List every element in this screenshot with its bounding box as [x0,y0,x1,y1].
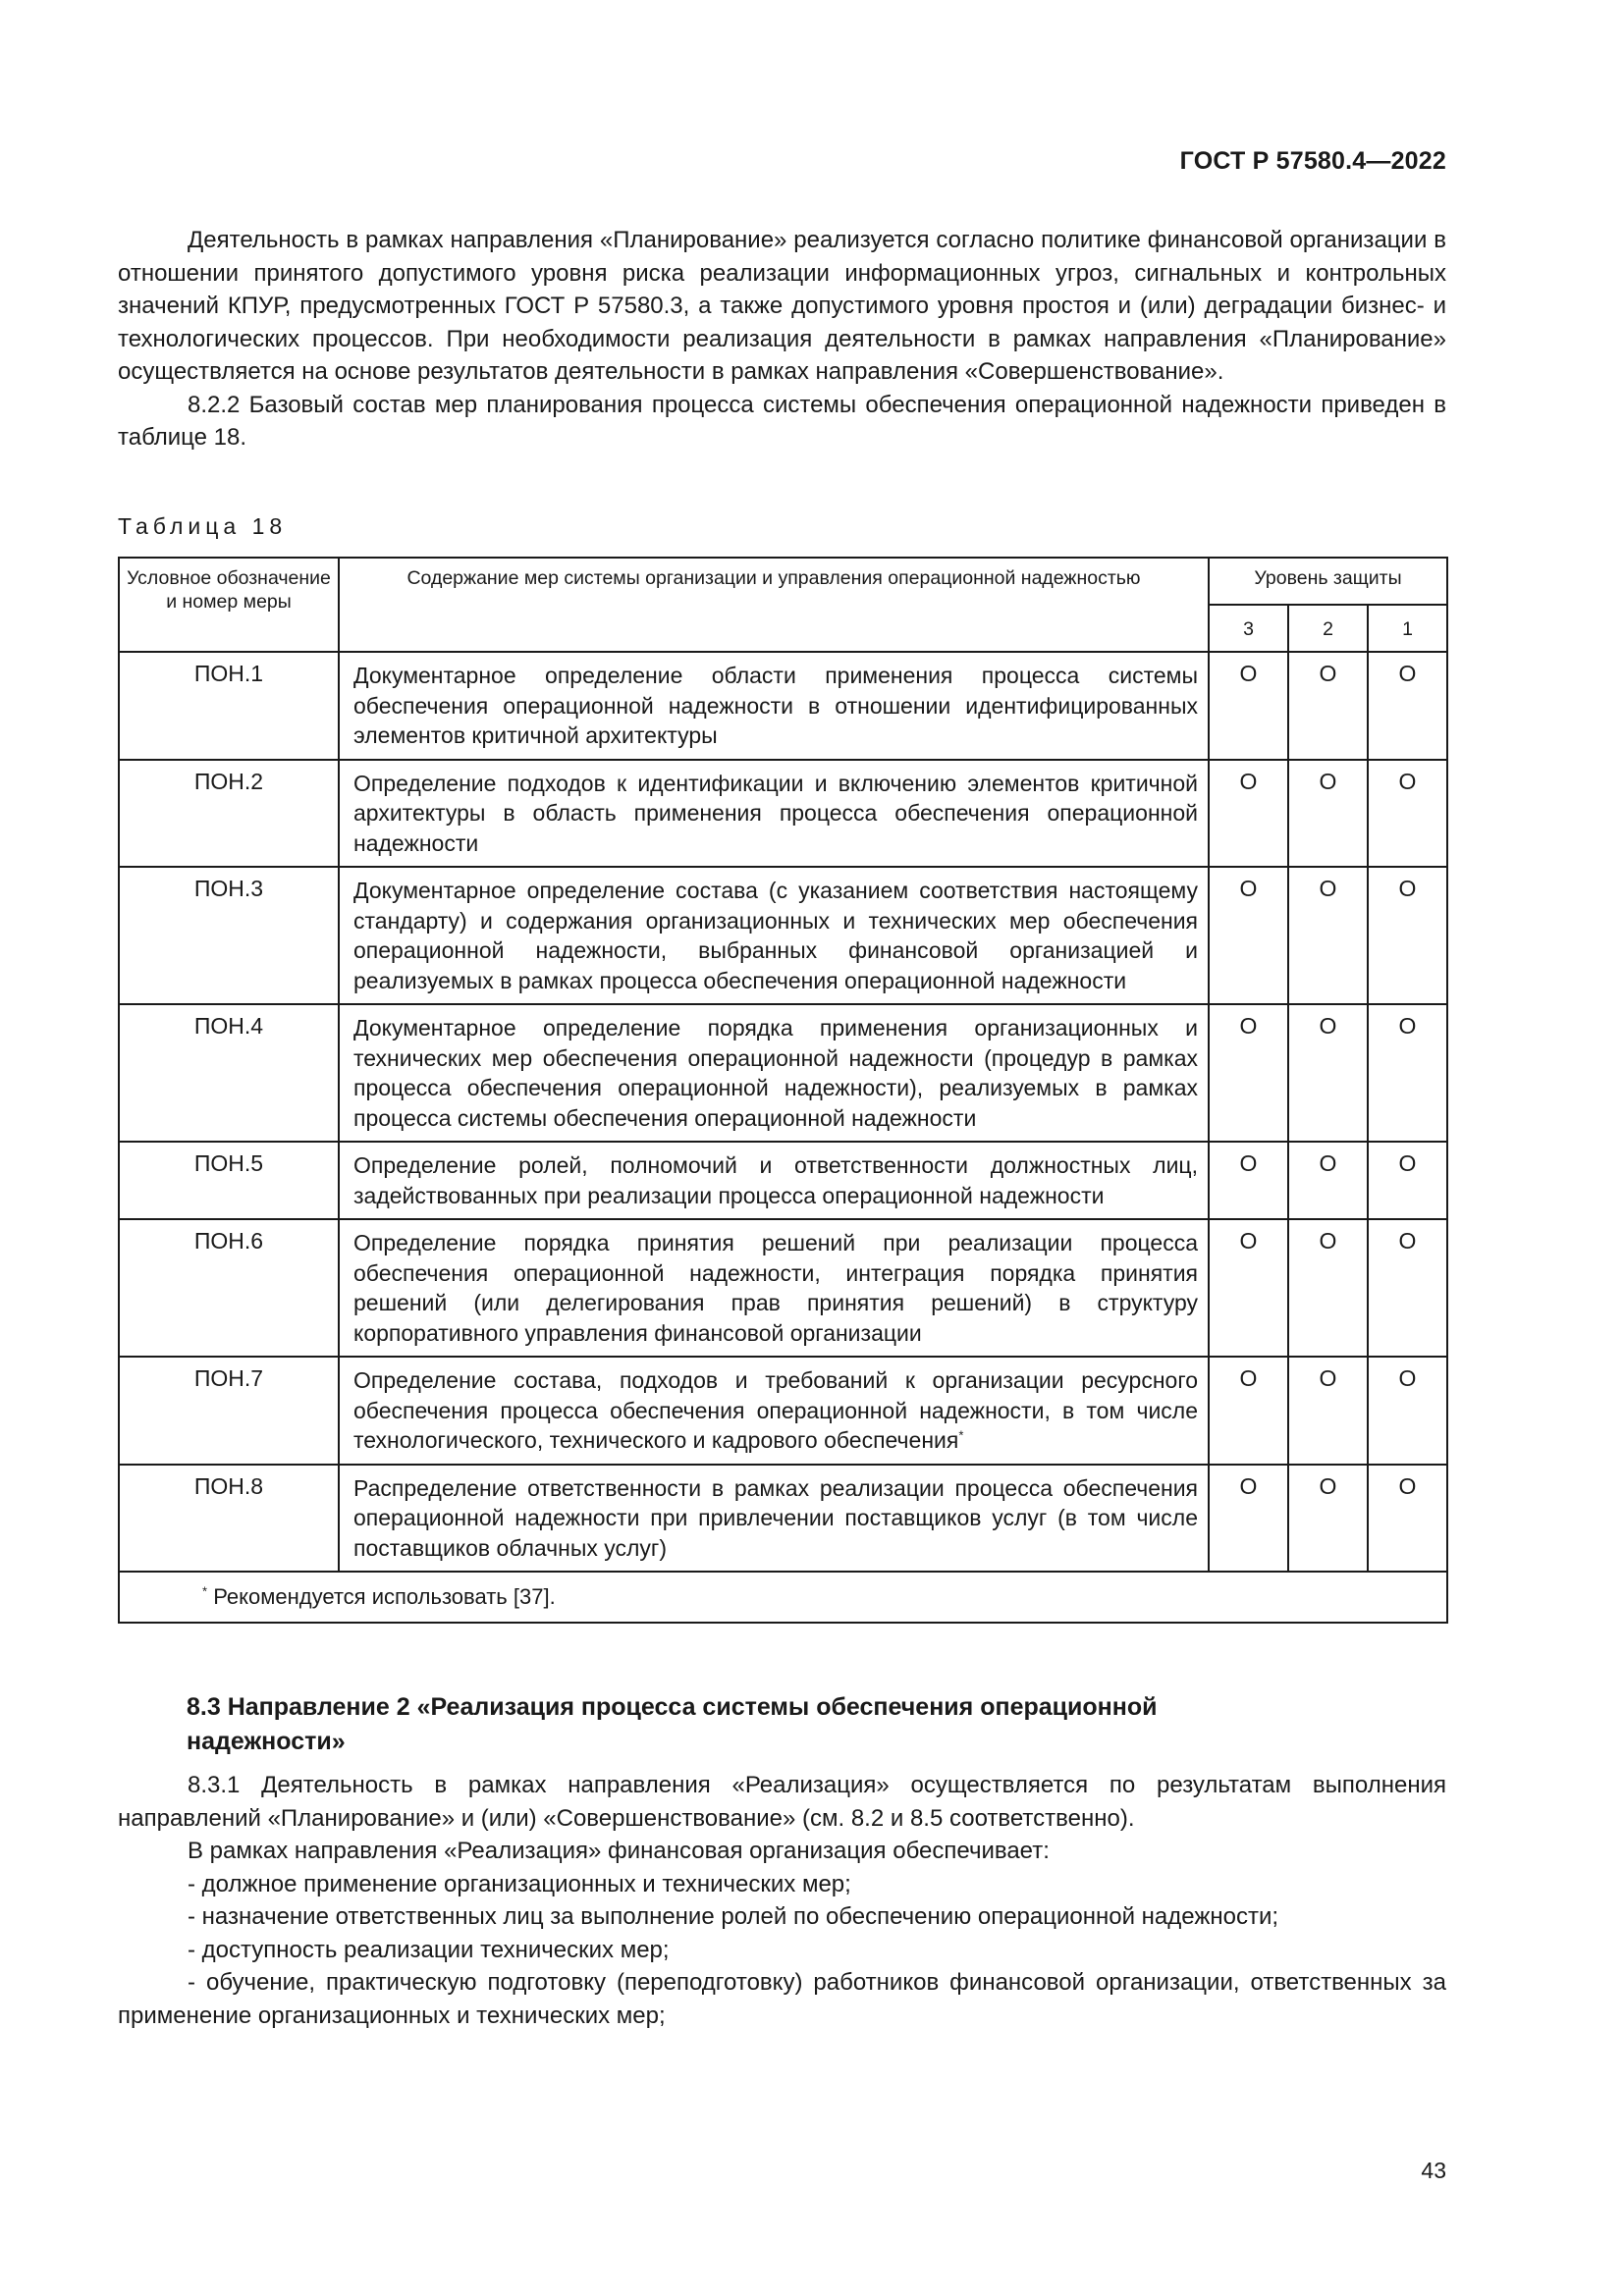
level-3-mark: О [1209,1004,1288,1142]
measure-description: Документарное определение состава (с указанием соответствия настоящему стандарту) и содержания организационных и технических мер обеспечения операционной надежности, выбранных финансовой организацией и реализуемых в рамках процесса обеспечения операционной надежности [339,867,1209,1004]
measure-code: ПОН.3 [119,867,339,1004]
column-header-level-1: 1 [1368,605,1447,652]
level-3-mark: О [1209,1142,1288,1219]
level-3-mark: О [1209,867,1288,1004]
measure-description: Определение ролей, полномочий и ответственности должностных лиц, задействованных при реализации процесса операционной надежности [339,1142,1209,1219]
level-1-mark: О [1368,652,1447,760]
column-header-description: Содержание мер системы организации и управления операционной надежностью [339,558,1209,652]
level-1-mark: О [1368,1357,1447,1465]
list-item: - доступность реализации технических мер; [188,1936,670,1963]
level-2-mark: О [1288,1142,1368,1219]
table-row [119,1219,1447,1357]
column-header-code: Условное обозначение и номер меры [119,558,339,652]
measure-code: ПОН.4 [119,1004,339,1142]
level-3-mark: О [1209,1357,1288,1465]
document-code: ГОСТ Р 57580.4—2022 [1179,147,1446,175]
measures-table [118,557,1448,1624]
section-text [118,1769,1446,2032]
level-1-mark: О [1368,1219,1447,1357]
level-2-mark: О [1288,1004,1368,1142]
measure-description [339,1357,1209,1465]
intro-paragraph: Деятельность в рамках направления «Планирование» реализуется согласно политике финансовой организации в отношении принятого допустимого уровня риска реализации информационных угроз, сигнальных и контрольных значений КПУР, предусмотренных ГОСТ Р 57580.3, а также допустимого уровня простоя и (или) деградации бизнес- и технологических процессов. При необходимости реализация деятельности в рамках направления «Планирование» осуществляется на основе результатов деятельности в рамках направления «Совершенствование». [118,227,1446,385]
level-3-mark: О [1209,652,1288,760]
measure-description: Документарное определение области применения процесса системы обеспечения операционной надежности в отношении идентифицированных элементов критичной архитектуры [339,652,1209,760]
table-row [119,1142,1447,1219]
table-row [119,760,1447,868]
measure-description: Определение порядка принятия решений при реализации процесса обеспечения операционной надежности, интеграция порядка принятия решений (или делегирования прав принятия решений) в структуру корпоративного управления финансовой организации [339,1219,1209,1357]
level-2-mark: О [1288,652,1368,760]
footnote-mark: * [202,1583,208,1599]
level-2-mark: О [1288,1465,1368,1573]
level-1-mark: О [1368,1142,1447,1219]
measure-code: ПОН.2 [119,760,339,868]
footnote-text: Рекомендуется использовать [37]. [213,1584,556,1609]
table-row [119,1357,1447,1465]
measure-code: ПОН.7 [119,1357,339,1465]
table-row [119,1004,1447,1142]
level-3-mark: О [1209,760,1288,868]
intro-text [118,224,1446,454]
section-paragraph: 8.3.1 Деятельность в рамках направления «Реализация» осуществляется по результатам выполнения направлений «Планирование» и (или) «Совершенствование» (см. 8.2 и 8.5 соответственно). [118,1772,1446,1832]
column-header-level-2: 2 [1288,605,1368,652]
intro-paragraph-table-ref: 8.2.2 Базовый состав мер планирования процесса системы обеспечения операционной надежности приведен в таблице 18. [118,391,1446,451]
level-2-mark: О [1288,867,1368,1004]
list-item: - обучение, практическую подготовку (переподготовку) работников финансовой организации, ответственных за применение организационных и технических мер; [118,1969,1446,2029]
table-row [119,652,1447,760]
measure-code: ПОН.8 [119,1465,339,1573]
measure-description: Распределение ответственности в рамках реализации процесса обеспечения операционной надежности при привлечении поставщиков услуг (в том числе поставщиков облачных услуг) [339,1465,1209,1573]
measure-description: Документарное определение порядка применения организационных и технических мер обеспечения операционной надежности (процедур в рамках процесса обеспечения операционной надежности), реализуемых в рамках процесса системы обеспечения операционной надежности [339,1004,1209,1142]
level-1-mark: О [1368,1004,1447,1142]
level-1-mark: О [1368,1465,1447,1573]
table-row [119,867,1447,1004]
list-item: - должное применение организационных и технических мер; [188,1870,851,1897]
level-3-mark: О [1209,1219,1288,1357]
list-item: - назначение ответственных лиц за выполнение ролей по обеспечению операционной надежности; [188,1903,1279,1930]
table-footnote-row [119,1572,1447,1623]
table-caption: Таблица 18 [118,513,288,539]
measure-description: Определение подходов к идентификации и включению элементов критичной архитектуры в область применения процесса обеспечения операционной надежности [339,760,1209,868]
table-header-row [119,558,1447,605]
measure-description-text: Определение состава, подходов и требований к организации ресурсного обеспечения процесса обеспечения операционной надежности, в том числе технологического, технического и кадрового обеспечения [353,1367,1198,1453]
level-2-mark: О [1288,1219,1368,1357]
table-row [119,1465,1447,1573]
measure-code: ПОН.6 [119,1219,339,1357]
table-footnote [119,1572,1447,1623]
measure-code: ПОН.1 [119,652,339,760]
footnote-reference: * [958,1427,964,1443]
section-paragraph-intro: В рамках направления «Реализация» финансовая организация обеспечивает: [188,1838,1050,1864]
level-2-mark: О [1288,760,1368,868]
level-3-mark: О [1209,1465,1288,1573]
level-2-mark: О [1288,1357,1368,1465]
level-1-mark: О [1368,760,1447,868]
level-1-mark: О [1368,867,1447,1004]
measure-code: ПОН.5 [119,1142,339,1219]
section-heading: 8.3 Направление 2 «Реализация процесса системы обеспечения операционной надежности» [187,1693,1158,1755]
column-header-level-3: 3 [1209,605,1288,652]
page-number: 43 [1421,2158,1446,2183]
column-header-protection-level: Уровень защиты [1209,558,1447,605]
